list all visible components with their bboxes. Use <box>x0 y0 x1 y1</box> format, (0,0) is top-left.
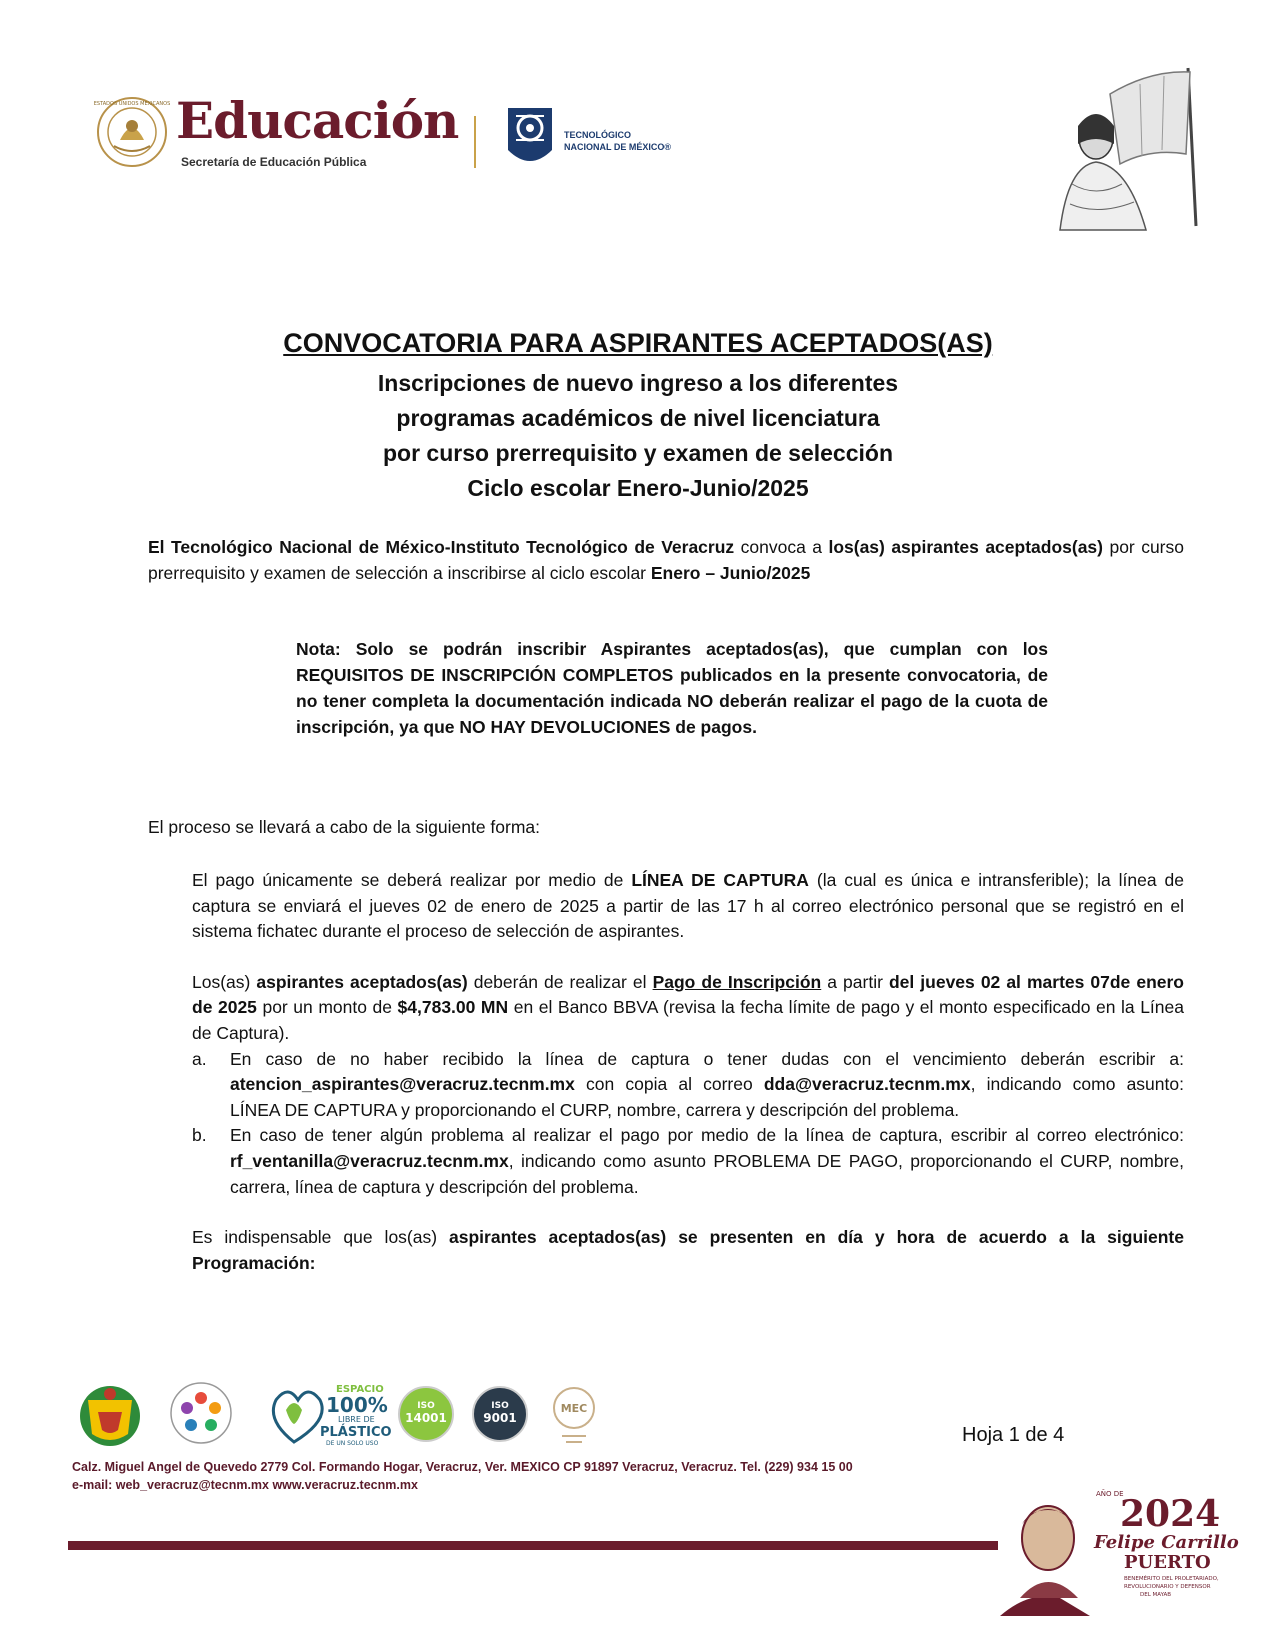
intro-cycle: Enero – Junio/2025 <box>650 563 811 583</box>
list-text: , indicando como asunto PROBLEMA DE PAGO, proporcionando el CURP, nombre, carrera, línea de captura y descripción del problema. <box>230 1150 1184 1197</box>
iso-label: ISO <box>491 1401 509 1411</box>
list-text: En caso de tener algún problema al realizar el pago por medio de la línea de captura, escribir al correo electrónico: <box>230 1125 1184 1146</box>
subtitle-line: Inscripciones de nuevo ingreso a los diferentes <box>377 370 899 396</box>
footer-bar <box>68 1541 998 1550</box>
intro-text: convoca a <box>734 537 829 557</box>
tecnm-line2: NACIONAL DE MÉXICO® <box>564 142 671 152</box>
year-name-1: Felipe Carrillo <box>1094 1532 1239 1553</box>
itv-shield-logo <box>68 1378 152 1448</box>
cert-100-text: 100% <box>326 1393 388 1417</box>
cert-unsolo-text: DE UN SOLO USO <box>326 1440 379 1447</box>
process-body <box>192 868 1184 1301</box>
payment-dates: del jueves 02 al martes 07de enero de 2025 <box>192 971 1184 1018</box>
flag-woman-illustration <box>1050 64 1202 230</box>
education-brand-subtitle: Secretaría de Educación Pública <box>181 155 367 169</box>
p2-text: a partir <box>821 971 889 992</box>
document-title: CONVOCATORIA PARA ASPIRANTES ACEPTADOS(AS) <box>283 328 993 358</box>
year-prefix: AÑO DE <box>1096 1490 1124 1498</box>
iso-label: ISO <box>417 1401 435 1411</box>
p2-text: Los(as) <box>192 971 257 992</box>
tecnm-gear-logo <box>502 100 558 174</box>
subtitle-line: por curso prerrequisito y examen de selección <box>382 440 894 466</box>
email-link-ventanilla[interactable]: rf_ventanilla@veracruz.tecnm.mx <box>230 1150 509 1171</box>
p3-text: Es indispensable que los(as) <box>192 1227 450 1248</box>
schedule-paragraph <box>192 1225 1184 1276</box>
tecnm-wordmark <box>564 129 671 153</box>
national-seal-logo <box>93 96 171 168</box>
list-text: con copia al correo <box>574 1074 764 1095</box>
list-text: En caso de no haber recibido la línea de captura o tener dudas con el vencimiento deberán escribir a: <box>230 1048 1184 1069</box>
payment-paragraph <box>192 868 1184 945</box>
mec-certification-seal <box>546 1378 602 1448</box>
year-tagline-2: REVOLUCIONARIO Y DEFENSOR <box>1124 1584 1211 1590</box>
year-tagline-1: BENEMÉRITO DEL PROLETARIADO, <box>1124 1576 1219 1582</box>
year-tagline-3: DEL MAYAB <box>1140 1592 1172 1598</box>
p3-emphasis: aspirantes aceptados(as) se presenten en día y hora de acuerdo a la siguiente Programación: <box>192 1227 1184 1273</box>
cert-plastico-text: PLÁSTICO <box>320 1425 392 1440</box>
intro-text: por curso prerrequisito y examen de selección a inscribirse al ciclo escolar <box>148 537 1184 583</box>
iso-14001-seal <box>396 1378 456 1448</box>
pago-inscripcion-label: Pago de Inscripción <box>652 971 822 992</box>
list-item <box>192 1123 1184 1200</box>
plastic-free-space-seal <box>262 1378 392 1448</box>
intro-paragraph <box>148 534 1184 586</box>
email-link-dda[interactable]: dda@veracruz.tecnm.mx <box>763 1074 971 1095</box>
year-name-2: PUERTO <box>1124 1552 1211 1573</box>
p2-text: deberán de realizar el <box>467 971 653 992</box>
gender-equality-seal <box>168 1378 234 1448</box>
institution-name: El Tecnológico Nacional de México-Instituto Tecnológico de Veracruz <box>148 537 735 557</box>
email-link-aspirantes[interactable]: atencion_aspirantes@veracruz.tecnm.mx <box>230 1074 575 1095</box>
subtitle-line: programas académicos de nivel licenciatura <box>396 405 880 431</box>
list-marker: b. <box>192 1125 207 1146</box>
document-subtitle <box>0 366 1276 506</box>
footer-address: Calz. Miguel Angel de Quevedo 2779 Col. Formando Hogar, Veracruz, Ver. MEXICO CP 91897 Veracruz, Veracruz. Tel. (229) 934 15 00 <box>72 1460 853 1474</box>
linea-captura-label: LÍNEA DE CAPTURA <box>631 870 809 890</box>
instruction-list <box>192 1047 1184 1201</box>
tecnm-line1: TECNOLÓGICO <box>564 130 631 140</box>
header-divider <box>474 116 476 168</box>
p1-text: (la cual es única e intransferible); la línea de captura se enviará el jueves 02 de enero de 2025 a partir de las 17 h al correo electrónico personal que se registró en el sistema fichatec durante el proceso de selección de aspirantes. <box>192 870 1185 942</box>
iso-9001-seal <box>470 1378 530 1448</box>
year-number: 2024 <box>1120 1493 1221 1535</box>
list-item <box>192 1047 1184 1124</box>
cert-libre-text: LIBRE DE <box>338 1415 375 1424</box>
seal-text: ESTADOS UNIDOS MEXICANOS <box>93 101 171 107</box>
payment-amount: $4,783.00 MN <box>397 997 509 1018</box>
footer-address-block <box>72 1458 853 1494</box>
p2-audience: aspirantes aceptados(as) <box>256 971 468 992</box>
mec-text: MEC <box>560 1402 588 1415</box>
iso-9001-text: 9001 <box>483 1411 517 1425</box>
intro-audience: los(as) aspirantes aceptados(as) <box>828 537 1103 557</box>
p2-text: en el Banco BBVA (revisa la fecha límite de pago y el monto especificado en la Línea de Captura). <box>192 997 1184 1043</box>
cert-espacio-text: ESPACIO <box>336 1384 384 1395</box>
list-text: , indicando como asunto: LÍNEA DE CAPTURA y proporcionando el CURP, nombre, carrera y descripción del problema. <box>230 1074 1184 1120</box>
footer-contact: e-mail: web_veracruz@tecnm.mx www.veracruz.tecnm.mx <box>72 1478 418 1492</box>
nota-paragraph: Nota: Solo se podrán inscribir Aspirantes aceptados(as), que cumplan con los REQUISITOS DE INSCRIPCIÓN COMPLETOS publicados en la presente convocatoria, de no tener completa la documentación indicada NO deberán realizar el pago de la cuota de inscripción, ya que NO HAY DEVOLUCIONES de pagos. <box>296 639 1048 737</box>
subtitle-line: Ciclo escolar Enero-Junio/2025 <box>467 475 809 501</box>
p2-text: por un monto de <box>256 997 398 1018</box>
iso-14001-text: 14001 <box>405 1411 447 1425</box>
page-number: Hoja 1 de 4 <box>962 1424 1065 1446</box>
list-marker: a. <box>192 1048 207 1069</box>
education-brand-title: Educación <box>176 91 459 150</box>
p1-text: El pago únicamente se deberá realizar por medio de <box>192 870 632 890</box>
registration-payment-paragraph <box>192 970 1184 1047</box>
process-intro: El proceso se llevará a cabo de la siguiente forma: <box>148 817 541 837</box>
year-2024-felipe-carrillo-puerto-logo <box>1000 1480 1239 1620</box>
